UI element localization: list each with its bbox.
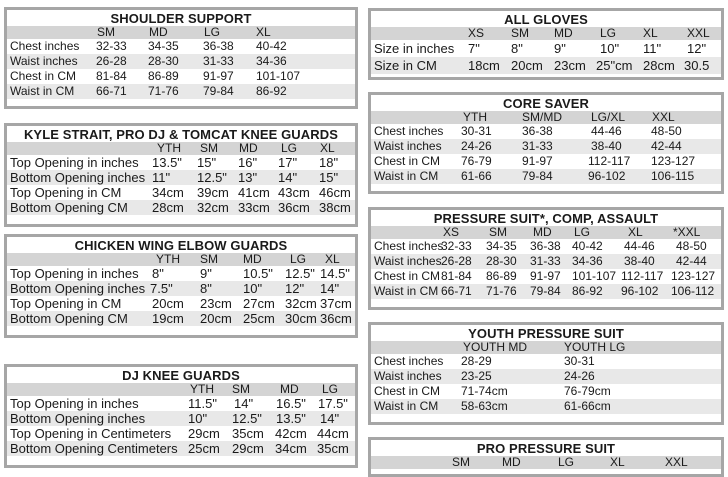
row-label: Top Opening in Centimeters	[10, 426, 172, 441]
table-row	[7, 200, 355, 215]
table-row	[371, 284, 721, 299]
column-header: MD	[533, 225, 552, 239]
row-label: Bottom Opening CM	[10, 200, 128, 215]
table-cell: 66-71	[96, 84, 127, 98]
table-cell: 30-31	[461, 124, 492, 138]
table-cell: 12"	[687, 41, 707, 56]
table-cell: 36-38	[203, 39, 234, 53]
table-cell: 81-84	[441, 269, 472, 283]
table-cell: 12.5"	[232, 411, 262, 426]
table-cell: 123-127	[651, 154, 696, 168]
table-cell: 15"	[197, 155, 217, 170]
row-label: Waist in CM	[374, 284, 439, 298]
column-header: XL	[320, 141, 335, 155]
column-header: MD	[554, 26, 573, 40]
table-row	[371, 399, 721, 414]
table-cell: 71-76	[486, 284, 517, 298]
table-cell: 17.5"	[318, 396, 348, 411]
column-header: SM	[232, 382, 250, 396]
table-cell: 96-102	[588, 169, 626, 183]
table-cell: 10"	[243, 281, 263, 296]
table-cell: 31-33	[530, 254, 561, 268]
table-cell: 34cm	[275, 441, 307, 456]
table-cell: 12.5"	[197, 170, 227, 185]
column-header: LG/XL	[591, 110, 626, 124]
table-cell: 20cm	[200, 311, 232, 326]
column-header: XL	[610, 455, 625, 469]
table-title: ALL GLOVES	[504, 12, 588, 27]
table-row	[7, 69, 355, 84]
table-cell: 30cm	[285, 311, 317, 326]
row-label: Bottom Opening inches	[10, 281, 146, 296]
table-cell: 14"	[234, 396, 254, 411]
row-label: Bottom Opening Centimeters	[10, 441, 178, 456]
table-cell: 106-112	[671, 284, 715, 298]
table-cell: 7.5"	[150, 281, 173, 296]
table-cell: 18cm	[468, 58, 500, 73]
row-label: Chest inches	[10, 39, 80, 53]
table-header-row	[371, 111, 721, 124]
table-cell: 66-71	[441, 284, 472, 298]
dj-knee-guards-table	[4, 364, 358, 468]
row-label: Top Opening in inches	[10, 266, 139, 281]
column-header: MD	[239, 141, 258, 155]
row-label: Waist in CM	[10, 84, 75, 98]
column-header: XL	[628, 225, 643, 239]
table-cell: 27cm	[243, 296, 275, 311]
table-cell: 33cm	[238, 200, 270, 215]
row-label: Top Opening in inches	[10, 396, 139, 411]
table-row	[7, 411, 355, 426]
row-label: Waist inches	[10, 54, 78, 68]
table-cell: 81-84	[96, 69, 127, 83]
table-cell: 25cm	[243, 311, 275, 326]
column-header: YTH	[463, 110, 487, 124]
table-header-row	[371, 341, 721, 354]
table-cell: 23-25	[461, 369, 492, 383]
table-cell: 112-117	[621, 269, 664, 283]
row-label: Chest inches	[374, 124, 444, 138]
table-cell: 61-66	[461, 169, 492, 183]
table-header-row	[371, 226, 721, 239]
row-label: Bottom Opening inches	[10, 411, 146, 426]
table-cell: 32cm	[197, 200, 229, 215]
table-cell: 14"	[320, 411, 340, 426]
table-row	[7, 170, 355, 185]
table-cell: 19cm	[152, 311, 184, 326]
table-header-row	[7, 142, 355, 155]
table-row	[7, 185, 355, 200]
table-cell: 32-33	[96, 39, 127, 53]
table-cell: 32cm	[285, 296, 317, 311]
table-cell: 24-26	[461, 139, 492, 153]
table-cell: 101-107	[256, 69, 301, 83]
youth-pressure-suit-table	[368, 322, 724, 425]
table-cell: 112-117	[588, 154, 631, 168]
table-row	[7, 281, 355, 296]
table-title: YOUTH PRESSURE SUIT	[468, 326, 624, 341]
table-title: SHOULDER SUPPORT	[110, 11, 252, 26]
table-cell: 101-107	[572, 269, 617, 283]
table-cell: 28cm	[643, 58, 675, 73]
table-title: CHICKEN WING ELBOW GUARDS	[74, 238, 288, 253]
table-row	[371, 254, 721, 269]
table-cell: 16.5"	[276, 396, 306, 411]
table-cell: 30-31	[564, 354, 595, 368]
table-cell: 91-97	[530, 269, 561, 283]
column-header: XL	[256, 25, 271, 39]
table-cell: 44-46	[624, 239, 655, 253]
all-gloves-table	[368, 8, 724, 80]
column-header: SM	[200, 141, 218, 155]
table-cell: 16"	[238, 155, 258, 170]
column-header: LG	[600, 26, 617, 40]
table-cell: 28cm	[152, 200, 184, 215]
table-row	[7, 396, 355, 411]
table-cell: 38-40	[624, 254, 655, 268]
table-cell: 106-115	[651, 169, 695, 183]
table-row	[371, 269, 721, 284]
row-label: Chest inches	[374, 354, 444, 368]
table-cell: 79-84	[203, 84, 234, 98]
table-cell: 46cm	[319, 185, 351, 200]
table-cell: 40-42	[572, 239, 603, 253]
table-cell: 26-28	[441, 254, 472, 268]
row-label: Waist inches	[374, 369, 442, 383]
column-header: SM	[200, 252, 218, 266]
table-cell: 13.5"	[152, 155, 182, 170]
table-cell: 86-89	[486, 269, 517, 283]
table-cell: 44cm	[317, 426, 349, 441]
table-row	[371, 57, 721, 74]
column-header: LG	[574, 225, 591, 239]
table-row	[371, 369, 721, 384]
table-cell: 26-28	[96, 54, 127, 68]
column-header: *XXL	[673, 225, 701, 239]
table-cell: 38-40	[591, 139, 622, 153]
table-cell: 71-74cm	[461, 384, 508, 398]
table-cell: 13"	[238, 170, 258, 185]
row-label: Waist in CM	[374, 399, 439, 413]
table-cell: 48-50	[651, 124, 682, 138]
table-cell: 91-97	[522, 154, 553, 168]
table-cell: 29cm	[188, 426, 220, 441]
table-row	[371, 139, 721, 154]
table-row	[7, 84, 355, 99]
table-cell: 8"	[152, 266, 164, 281]
table-cell: 36-38	[530, 239, 561, 253]
row-label: Bottom Opening CM	[10, 311, 128, 326]
table-cell: 61-66cm	[564, 399, 611, 413]
table-cell: 10"	[188, 411, 208, 426]
column-header: YTH	[156, 252, 180, 266]
table-header-row	[7, 253, 355, 266]
table-cell: 86-92	[256, 84, 287, 98]
row-label: Chest in CM	[374, 269, 441, 283]
table-row	[7, 155, 355, 170]
table-title: DJ KNEE GUARDS	[122, 368, 240, 383]
table-cell: 91-97	[203, 69, 234, 83]
table-cell: 42-44	[651, 139, 682, 153]
table-row	[371, 384, 721, 399]
table-cell: 79-84	[530, 284, 561, 298]
table-cell: 43cm	[278, 185, 310, 200]
table-cell: 44-46	[591, 124, 622, 138]
table-cell: 28-30	[486, 254, 517, 268]
table-cell: 36cm	[320, 311, 352, 326]
table-cell: 32-33	[441, 239, 472, 253]
table-cell: 28-29	[461, 354, 492, 368]
table-cell: 39cm	[197, 185, 229, 200]
table-cell: 8"	[200, 281, 212, 296]
table-cell: 18"	[319, 155, 339, 170]
table-cell: 14.5"	[320, 266, 350, 281]
column-header: YTH	[190, 382, 214, 396]
table-cell: 34cm	[152, 185, 184, 200]
table-cell: 25cm	[188, 441, 220, 456]
table-cell: 34-35	[148, 39, 179, 53]
table-row	[371, 169, 721, 184]
table-title: KYLE STRAIT, PRO DJ & TOMCAT KNEE GUARDS	[23, 127, 339, 142]
column-header: XXL	[652, 110, 675, 124]
table-row	[371, 40, 721, 57]
column-header: YOUTH LG	[564, 340, 626, 354]
table-title: CORE SAVER	[503, 96, 589, 111]
table-cell: 23cm	[554, 58, 586, 73]
table-cell: 30.5	[684, 58, 710, 73]
table-cell: 11"	[152, 170, 171, 185]
column-header: MD	[502, 455, 521, 469]
kyle-strait-knee-guards-table	[4, 123, 358, 227]
table-row	[7, 426, 355, 441]
table-cell: 86-89	[148, 69, 179, 83]
table-cell: 7"	[468, 41, 480, 56]
table-title: PRO PRESSURE SUIT	[476, 441, 616, 456]
column-header: XL	[643, 26, 658, 40]
table-row	[7, 39, 355, 54]
column-header: SM/MD	[522, 110, 562, 124]
table-cell: 42cm	[275, 426, 307, 441]
table-cell: 20cm	[152, 296, 184, 311]
column-header: SM	[489, 225, 507, 239]
row-label: Chest in CM	[374, 154, 441, 168]
column-header: MD	[280, 382, 299, 396]
column-header: XS	[468, 26, 485, 40]
table-cell: 35cm	[317, 441, 349, 456]
table-row	[371, 354, 721, 369]
table-cell: 13.5"	[276, 411, 306, 426]
table-cell: 37cm	[320, 296, 352, 311]
table-row	[7, 54, 355, 69]
row-label: Waist inches	[374, 254, 442, 268]
row-label: Bottom Opening inches	[10, 170, 146, 185]
row-label: Top Opening in CM	[10, 296, 122, 311]
table-cell: 12.5"	[285, 266, 315, 281]
row-label: Size in inches	[374, 41, 455, 56]
table-cell: 41cm	[238, 185, 270, 200]
column-header: XL	[325, 252, 340, 266]
table-cell: 42-44	[676, 254, 707, 268]
row-label: Chest inches	[374, 239, 444, 253]
table-cell: 14"	[320, 281, 340, 296]
table-cell: 23cm	[200, 296, 232, 311]
table-cell: 12"	[285, 281, 305, 296]
table-cell: 11"	[643, 41, 662, 56]
pro-pressure-suit-table	[368, 437, 724, 477]
table-cell: 38cm	[319, 200, 351, 215]
column-header: MD	[149, 25, 168, 39]
table-cell: 15"	[319, 170, 339, 185]
row-label: Chest in CM	[374, 384, 441, 398]
table-cell: 31-33	[203, 54, 234, 68]
table-cell: 36cm	[278, 200, 310, 215]
table-cell: 29cm	[232, 441, 264, 456]
column-header: SM	[97, 25, 115, 39]
column-header: YOUTH MD	[463, 340, 527, 354]
table-cell: 35cm	[232, 426, 264, 441]
table-cell: 14"	[278, 170, 298, 185]
column-header: LG	[204, 25, 221, 39]
table-header-row	[371, 456, 721, 469]
table-cell: 10"	[600, 41, 620, 56]
table-cell: 76-79cm	[564, 384, 611, 398]
row-label: Waist inches	[374, 139, 442, 153]
table-cell: 34-36	[572, 254, 603, 268]
table-cell: 79-84	[522, 169, 553, 183]
table-cell: 36-38	[522, 124, 553, 138]
table-row	[371, 154, 721, 169]
column-header: LG	[290, 252, 307, 266]
table-cell: 10.5"	[243, 266, 273, 281]
column-header: XXL	[687, 26, 710, 40]
table-cell: 123-127	[671, 269, 716, 283]
row-label: Waist in CM	[374, 169, 439, 183]
table-row	[7, 296, 355, 311]
table-cell: 34-36	[256, 54, 287, 68]
table-row	[7, 311, 355, 326]
table-cell: 86-92	[572, 284, 603, 298]
row-label: Top Opening in inches	[10, 155, 139, 170]
table-row	[371, 124, 721, 139]
table-cell: 31-33	[522, 139, 553, 153]
table-cell: 76-79	[461, 154, 492, 168]
table-header-row	[7, 383, 355, 396]
table-cell: 58-63cm	[461, 399, 508, 413]
shoulder-support-table	[4, 7, 358, 109]
table-cell: 20cm	[511, 58, 543, 73]
table-cell: 28-30	[148, 54, 179, 68]
column-header: LG	[322, 382, 339, 396]
table-row	[7, 266, 355, 281]
core-saver-table	[368, 92, 724, 194]
table-cell: 9"	[200, 266, 212, 281]
table-title: PRESSURE SUIT*, COMP, ASSAULT	[433, 211, 659, 226]
column-header: XXL	[665, 455, 688, 469]
table-cell: 24-26	[564, 369, 595, 383]
column-header: YTH	[157, 141, 181, 155]
table-header-row	[7, 26, 355, 39]
column-header: SM	[452, 455, 470, 469]
table-cell: 71-76	[148, 84, 179, 98]
column-header: MD	[243, 252, 262, 266]
table-cell: 25"cm	[596, 58, 633, 73]
row-label: Size in CM	[374, 58, 437, 73]
table-cell: 9"	[554, 41, 566, 56]
elbow-guards-table	[4, 234, 358, 338]
column-header: LG	[281, 141, 298, 155]
pressure-suit-table	[368, 207, 724, 310]
table-header-row	[371, 27, 721, 40]
table-cell: 11.5"	[188, 396, 217, 411]
table-cell: 8"	[511, 41, 523, 56]
table-cell: 17"	[278, 155, 298, 170]
column-header: XS	[443, 225, 460, 239]
table-cell: 96-102	[621, 284, 659, 298]
row-label: Top Opening in CM	[10, 185, 122, 200]
column-header: SM	[511, 26, 529, 40]
table-row	[7, 441, 355, 456]
table-cell: 34-35	[486, 239, 517, 253]
table-row	[371, 239, 721, 254]
row-label: Chest in CM	[10, 69, 77, 83]
column-header: LG	[558, 455, 575, 469]
table-cell: 40-42	[256, 39, 287, 53]
table-cell: 48-50	[676, 239, 707, 253]
